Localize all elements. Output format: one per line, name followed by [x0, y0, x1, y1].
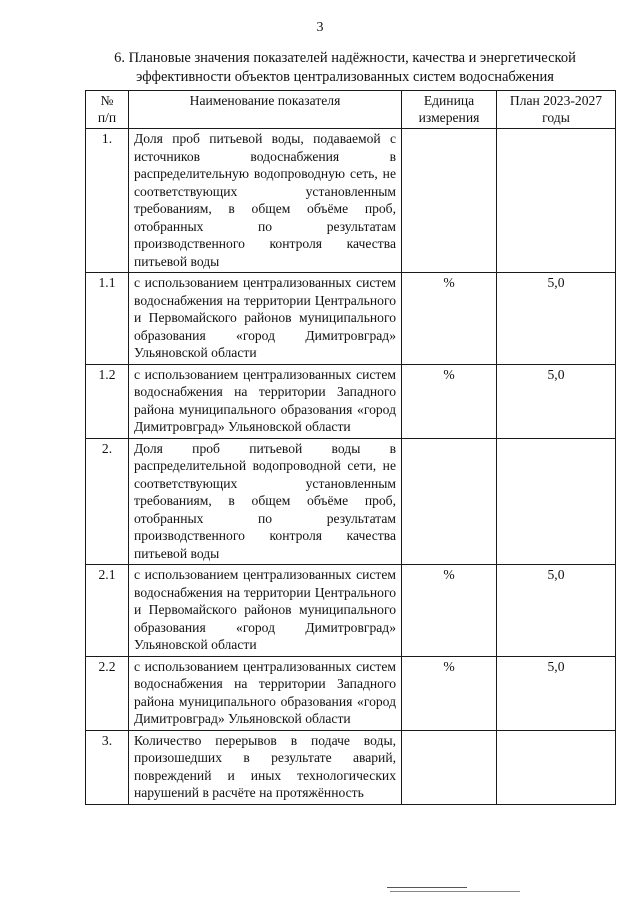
row-unit: % [402, 656, 497, 730]
row-number: 2.1 [86, 565, 129, 657]
table-row [86, 129, 616, 273]
row-unit [402, 730, 497, 804]
row-number: 1.1 [86, 273, 129, 365]
row-unit: % [402, 364, 497, 438]
header-indicator-name: Наименование показателя [129, 91, 402, 129]
row-plan-value [497, 438, 616, 565]
row-number: 2. [86, 438, 129, 565]
row-unit: % [402, 565, 497, 657]
row-unit [402, 438, 497, 565]
row-number: 3. [86, 730, 129, 804]
section-title [60, 49, 630, 87]
header-unit: Единица измерения [402, 91, 497, 129]
table-header-row [86, 91, 616, 129]
header-plan: План 2023-2027 годы [497, 91, 616, 129]
row-plan-value: 5,0 [497, 656, 616, 730]
table-row [86, 656, 616, 730]
section-title-line-2: эффективности объектов централизованных систем водоснабжения [136, 69, 554, 85]
row-plan-value: 5,0 [497, 364, 616, 438]
row-indicator-name: Доля проб питьевой воды в распределительной водопроводной сети, не соответствующих установленным требованиям, в общем объёме проб, отобранных по результатам производственного контроля качества питьевой воды [129, 438, 402, 565]
indicators-table [85, 90, 616, 805]
row-indicator-name: Доля проб питьевой воды, подаваемой с источников водоснабжения в распределительную водопроводную сеть, не соответствующих установленным требованиям, в общем объёме проб, отобранных по результатам производственного контроля качества питьевой воды [129, 129, 402, 273]
row-plan-value: 5,0 [497, 565, 616, 657]
footer-rule [387, 887, 467, 888]
table-row [86, 438, 616, 565]
section-title-line-1: 6. Плановые значения показателей надёжности, качества и энергетической [114, 50, 576, 66]
row-unit: % [402, 273, 497, 365]
table-row [86, 273, 616, 365]
row-number: 1. [86, 129, 129, 273]
row-number: 1.2 [86, 364, 129, 438]
header-number: № п/п [86, 91, 129, 129]
table-row [86, 364, 616, 438]
row-unit [402, 129, 497, 273]
table-row [86, 730, 616, 804]
footer-rule [390, 891, 520, 892]
row-indicator-name: Количество перерывов в подаче воды, произошедших в результате аварий, повреждений и иных технологических нарушений в расчёте на протяжённость [129, 730, 402, 804]
row-plan-value: 5,0 [497, 273, 616, 365]
row-plan-value [497, 129, 616, 273]
table-row [86, 565, 616, 657]
row-indicator-name: с использованием централизованных систем водоснабжения на территории Западного района муниципального образования «город Димитровград» Ульяновской области [129, 656, 402, 730]
row-plan-value [497, 730, 616, 804]
row-indicator-name: с использованием централизованных систем водоснабжения на территории Западного района муниципального образования «город Димитровград» Ульяновской области [129, 364, 402, 438]
page-number: 3 [316, 20, 324, 35]
row-number: 2.2 [86, 656, 129, 730]
row-indicator-name: с использованием централизованных систем водоснабжения на территории Центрального и Первомайского районов муниципального образования «город Димитровград» Ульяновской области [129, 565, 402, 657]
row-indicator-name: с использованием централизованных систем водоснабжения на территории Центрального и Первомайского районов муниципального образования «город Димитровград» Ульяновской области [129, 273, 402, 365]
